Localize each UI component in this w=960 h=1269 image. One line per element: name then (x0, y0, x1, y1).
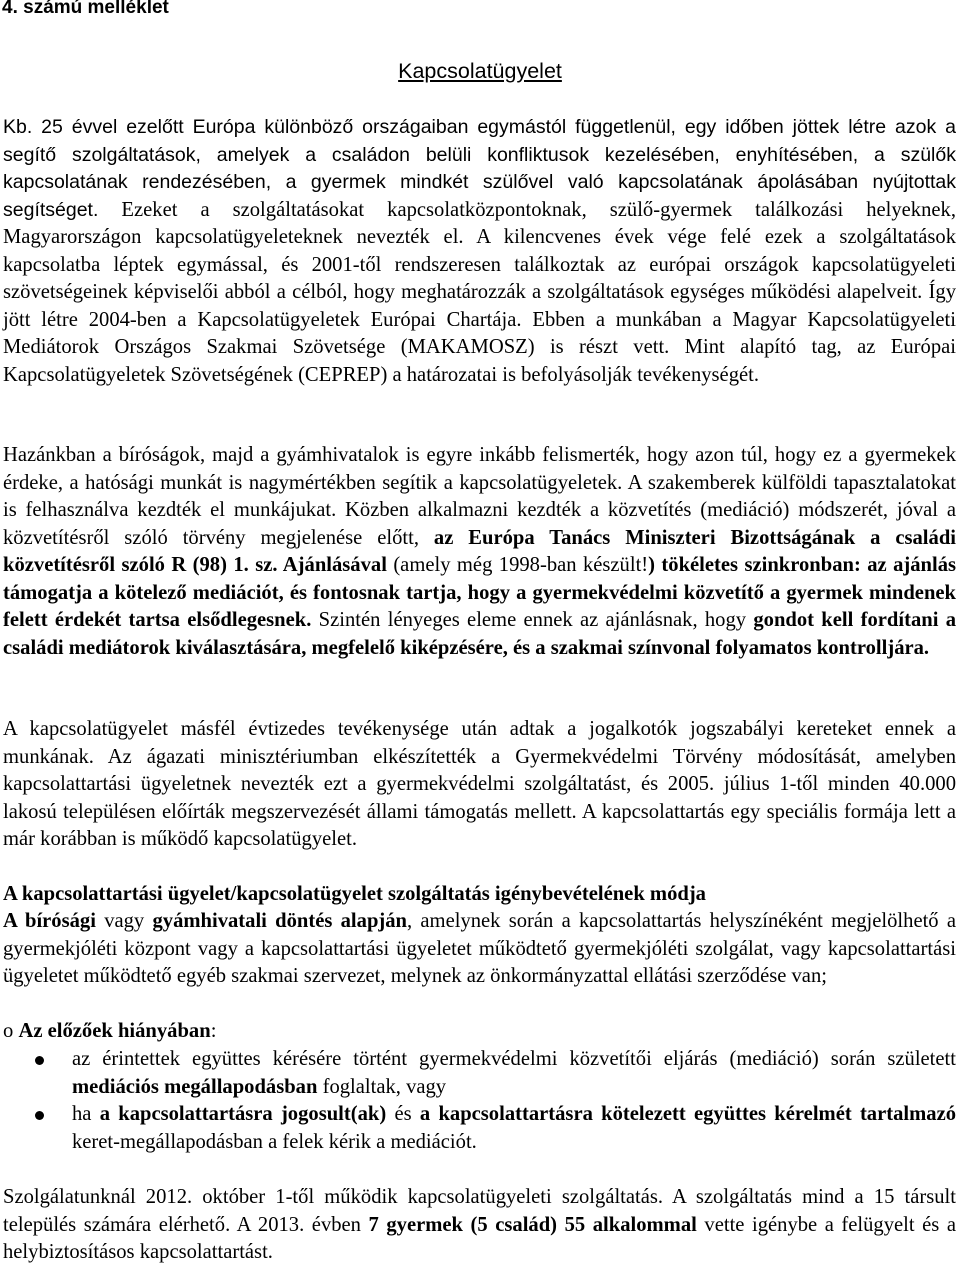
bullet-2-text-a: ha (72, 1103, 100, 1125)
bullet-2-bold-d: a kapcsolattartásra kötelezett együttes kérelmét tartalmazó (419, 1103, 957, 1125)
method-text-1: vagy (95, 910, 153, 932)
bullet-1-bold: mediációs megállapodásban (72, 1075, 318, 1098)
absence-prefix: o (3, 1020, 19, 1042)
local-stats-bold: 7 gyermek (5 család) 55 alkalommal (368, 1213, 697, 1236)
bullet-1-text-a: az érintettek együttes kérésére történt gyermekvédelmi közvetítői eljárás (mediáció) során született (72, 1048, 956, 1070)
local-text-1: Szolgálatunknál 2012. október 1-től működik kapcsolatügyeleti szolgáltatás. A szolgáltatás mind a 15 társult település számára elérhető. A 2013. évben (3, 1186, 956, 1236)
absence-bold: Az előzőek hiányában (18, 1020, 211, 1042)
local-service-paragraph (3, 1184, 956, 1267)
bullet-1-text-c: foglaltak, vagy (317, 1075, 447, 1098)
bullet-2-text-c: és (386, 1103, 420, 1125)
absence-suffix: : (210, 1020, 217, 1042)
method-text-2: , amelynek során a kapcsolattartás helyszínéként megjelölhető a gyermekjóléti központ vagy a kapcsolattartási ügyeletet működtető gyermekjóléti szolgálat, vagy kapcsolattartási ügyeletet működtető egyéb szakmai szervezet, melynek az önkormányzattal ellátási szerződése van; (3, 910, 957, 987)
list-item (0, 1046, 956, 1101)
hungary-text-3: Szintén lényeges eleme ennek az ajánlásnak, hogy (311, 609, 754, 631)
intro-serif-text: Ezeket a szolgáltatásokat kapcsolatközpontoknak, szülő-gyermek találkozási helyeknek, Magyarországon kapcsolatügyeleteknek nevezték el. A kilencvenes évek vége felé ezek a szolgáltatások kapcsolatba léptek egymással, és 2001-től rendszeresen találkoztak az európai országok kapcsolatügyeleti szövetségeinek képviselői abból a célból, hogy meghatározzák a szolgáltatások egységes működési alapelveit. Így jött létre 2004-ben a Kapcsolatügyeletek Európai Chartája. Ebben a munkában a Magyar Kapcsolatügyeleti Mediátorok Országos Szakmai Szövetsége (MAKAMOSZ) is részt vett. Mint alapító tag, az Európai Kapcsolatügyeletek Szövetségének (CEPREP) a határozatai is befolyásolják tevékenységét. (3, 198, 956, 386)
list-item (0, 1101, 956, 1156)
page-title: Kapcsolatügyelet (398, 59, 562, 83)
method-paragraph (3, 908, 956, 991)
intro-sans-text: Kb. 25 évvel ezelőtt Európa különböző országaiban egymástól függetlenül, egy időben jöttek létre azok a segítő szolgáltatások, amelyek a családon belüli konfliktusok kezelésében, enyhítésében, a szülők kapcsolatának rendezésében, a gyermek mindkét szülővel való kapcsolatának ápolásában nyújtottak segítséget. (3, 116, 956, 221)
hungary-text-1: Hazánkban a bíróságok, majd a gyámhivatalok is egyre inkább felismerték, hogy azon túl, hogy ez a gyermekek érdeke, a hatósági munkát is nagymértékben segítik a kapcsolatügyeletek. A szakemberek külföldi tapasztalatokat is felhasználva kezdték el munkájukat. Közben alkalmazni kezdték a közvetítés (mediáció) módszerét, jóval a közvetítésről szóló törvény megjelenése előtt, (3, 444, 956, 549)
legislation-paragraph: A kapcsolatügyelet másfél évtizedes tevékenysége után adtak a jogalkotók jogszabályi kereteket ennek a munkának. Az ágazati minisztériumban elkészítették a Gyermekvédelmi Törvény módosítását, amelyben kapcsolattartási ügyeletnek nevezték ezt a gyermekvédelmi szolgáltatást, és 2005. július 1-től minden 40.000 lakosú településen előírták megszervezését állami támogatás mellett. A kapcsolattartás egy speciális formája lett a már korábban is működő kapcsolatügyelet. (3, 718, 956, 850)
intro-paragraph (3, 114, 956, 389)
bullet-2-text-e: keret-megállapodásban a felek kérik a mediációt. (72, 1130, 477, 1153)
hungary-text-2: (amely még 1998-ban készült! (386, 554, 649, 576)
absence-line (3, 1018, 956, 1046)
bullet-2-bold-b: a kapcsolattartásra jogosult(ak) (99, 1103, 387, 1125)
council-recommendation-bold: az Európa Tanács Miniszteri Bizottságának a családi közvetítésről szóló R (98) 1. sz. Ajánlásával (3, 526, 956, 576)
court-bold: A bírósági (3, 910, 96, 932)
guardianship-decision-bold: gyámhivatali döntés alapján (152, 910, 408, 932)
method-heading (3, 881, 956, 909)
bullet-icon (35, 1056, 44, 1065)
local-text-2: vette igénybe a felügyelt és a helybiztosításos kapcsolattartást. (3, 1213, 957, 1263)
bullet-list (0, 1046, 956, 1156)
synchrony-bold: ) tökéletes szinkronban: az ajánlás támogatja a kötelező mediációt, és fontosnak tartja, hogy a gyermekvédelmi közvetítő a gyermek mindenek felett érdekét tartsa elsődlegesnek. (3, 554, 957, 631)
method-heading-text: A kapcsolattartási ügyelet/kapcsolatügyelet szolgáltatás igénybevételének módja (3, 883, 706, 905)
bullet-icon (35, 1111, 44, 1120)
annex-label: 4. számú melléklet (2, 0, 169, 18)
hungary-paragraph (3, 442, 956, 662)
mediator-selection-bold: gondot kell fordítani a családi mediátorok kiválasztására, megfelelő kiképzésére, és a szakmai színvonal folyamatos kontrolljára. (3, 609, 957, 659)
